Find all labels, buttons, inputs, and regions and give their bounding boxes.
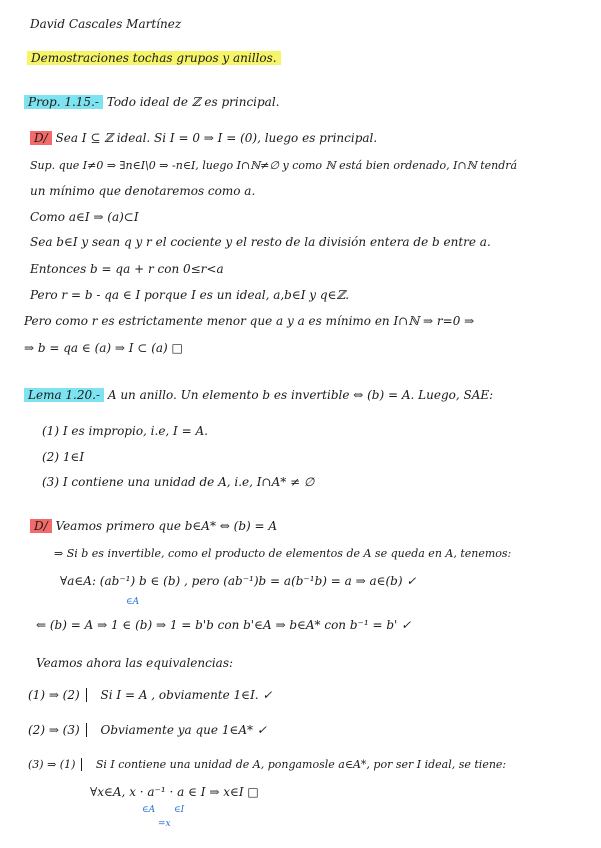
lema-dir2: ⇐ (b) = A ⇒ 1 ∈ (b) ⇒ 1 = b'b con b'∈A ⇒ b∈A* con b⁻¹ = b' ✓ xyxy=(36,618,412,632)
final-annotation-1: ∈A xyxy=(142,805,156,815)
prop-proof-line-1: Sup. que I≠0 ⇒ ∃n∈I\0 ⇒ -n∈I, luego I∩ℕ≠∅ y como ℕ está bien ordenado, I∩ℕ tendrá xyxy=(30,159,518,172)
prop-line-text: Sea I ⊆ ℤ ideal. Si I = 0 ⇒ I = (0), luego es principal. xyxy=(55,131,378,145)
eq31-text: Si I contiene una unidad de A, pongamosle a∈A*, por ser I ideal, se tiene: xyxy=(95,758,507,771)
eq23-text: Obviamente ya que 1∈A* ✓ xyxy=(100,723,267,737)
prop-proof-line-6: Pero r = b - qa ∈ I porque I es un ideal, a,b∈I y q∈ℤ. xyxy=(30,288,350,302)
prop-statement: Todo ideal de ℤ es principal. xyxy=(106,95,280,109)
lema-dir1: ⇒ Si b es invertible, como el producto de elementos de A se queda en A, tenemos: xyxy=(54,547,512,560)
lema-eq23 xyxy=(28,722,267,738)
prop-tag: Prop. 1.15.- xyxy=(24,95,103,109)
prop-proof-line-8: ⇒ b = qa ∈ (a) ⇒ I ⊂ (a) □ xyxy=(24,341,183,355)
prop-proof-line-0 xyxy=(30,130,377,146)
lema-item-1: (1) I es impropio, i.e, I = A. xyxy=(42,424,208,438)
lema-dir1-annotation: ∈A xyxy=(126,597,140,607)
lema-eq12 xyxy=(28,687,273,703)
lema-item-2: (2) 1∈I xyxy=(42,450,85,464)
lema-proof-intro-text: Veamos primero que b∈A* ⇔ (b) = A xyxy=(55,519,278,533)
final-annotation-3: =x xyxy=(158,819,171,829)
lema-item-3: (3) I contiene una unidad de A, i.e, I∩A* ≠ ∅ xyxy=(42,475,315,489)
lema-proof-intro xyxy=(30,518,277,534)
lema-equiv-intro: Veamos ahora las equivalencias: xyxy=(36,656,234,670)
prop-proof-line-2: un mínimo que denotaremos como a. xyxy=(30,184,256,198)
lema-final: ∀x∈A, x · a⁻¹ · a ∈ I ⇒ x∈I □ xyxy=(90,785,259,799)
eq12-text: Si I = A , obviamente 1∈I. ✓ xyxy=(100,688,273,702)
lema-dir1-formula: ∀a∈A: (ab⁻¹) b ∈ (b) , pero (ab⁻¹)b = a(b⁻¹b) = a ⇒ a∈(b) ✓ xyxy=(60,574,417,588)
page-title xyxy=(27,50,281,66)
prop-heading xyxy=(24,94,280,110)
prop-proof-line-7: Pero como r es estrictamente menor que a y a es mínimo en I∩ℕ ⇒ r=0 ⇒ xyxy=(24,314,475,328)
lema-statement: A un anillo. Un elemento b es invertible ⇔ (b) = A. Luego, SAE: xyxy=(107,388,494,402)
prop-proof-tag: D/ xyxy=(30,131,52,145)
lema-tag: Lema 1.20.- xyxy=(24,388,104,402)
title-highlight: Demostraciones tochas grupos y anillos. xyxy=(27,51,281,65)
final-annotation-2: ∈I xyxy=(174,805,185,815)
eq31-tag: (3) ⇒ (1) xyxy=(28,758,82,771)
eq23-tag: (2) ⇒ (3) xyxy=(28,723,87,737)
prop-proof-line-3: Como a∈I ⇒ (a)⊂I xyxy=(30,210,139,224)
prop-proof-line-4: Sea b∈I y sean q y r el cociente y el resto de la división entera de b entre a. xyxy=(30,235,491,249)
author-name: David Cascales Martínez xyxy=(30,17,182,31)
prop-proof-line-5: Entonces b = qa + r con 0≤r<a xyxy=(30,262,224,276)
lema-heading xyxy=(24,387,493,403)
eq12-tag: (1) ⇒ (2) xyxy=(28,688,87,702)
lema-proof-tag: D/ xyxy=(30,519,52,533)
lema-eq31 xyxy=(28,757,506,773)
